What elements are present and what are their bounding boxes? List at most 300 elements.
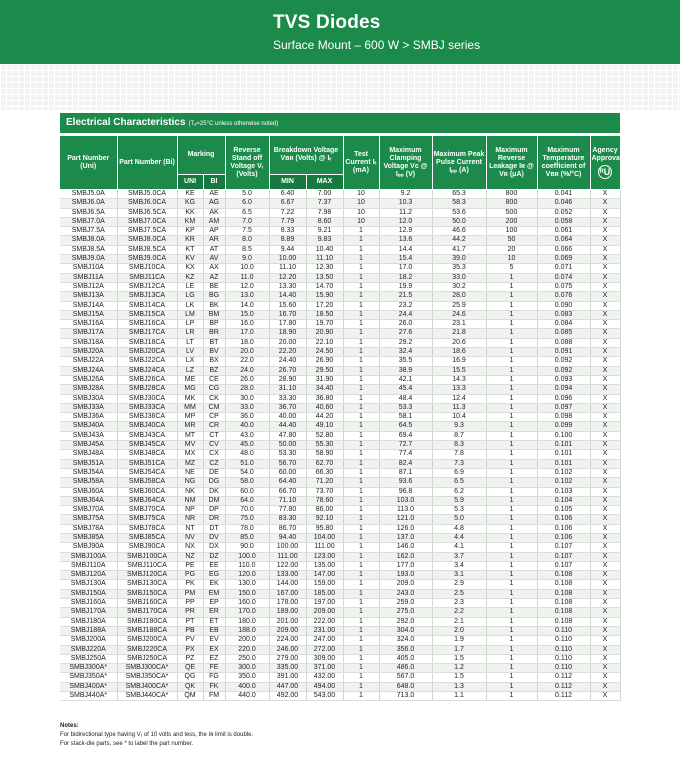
cell-marking-bi: AG bbox=[203, 199, 225, 208]
cell-agency-approval: X bbox=[590, 329, 620, 338]
cell-peak-pulse-current: 9.3 bbox=[432, 422, 486, 431]
cell-clamping-voltage: 21.5 bbox=[379, 292, 432, 301]
cell-agency-approval: X bbox=[590, 506, 620, 515]
header-clamping-voltage: Maximum Clamping Voltage Vᴄ @ Iₚₚ (V) bbox=[379, 136, 432, 190]
cell-marking-uni: KG bbox=[177, 199, 203, 208]
cell-test-current: 1 bbox=[343, 496, 379, 505]
cell-marking-bi: AR bbox=[203, 236, 225, 245]
cell-temp-coefficient: 0.107 bbox=[537, 561, 590, 570]
cell-marking-bi: CE bbox=[203, 375, 225, 384]
cell-vbr-min: 122.00 bbox=[269, 561, 306, 570]
cell-peak-pulse-current: 6.5 bbox=[432, 478, 486, 487]
cell-marking-uni: MT bbox=[177, 431, 203, 440]
cell-part-uni: SMBJ7.0A bbox=[60, 217, 117, 226]
cell-temp-coefficient: 0.064 bbox=[537, 236, 590, 245]
cell-marking-bi: EX bbox=[203, 645, 225, 654]
cell-vr: 17.0 bbox=[225, 329, 269, 338]
cell-marking-bi: EM bbox=[203, 589, 225, 598]
cell-clamping-voltage: 486.0 bbox=[379, 664, 432, 673]
cell-reverse-leakage: 1 bbox=[486, 645, 537, 654]
cell-test-current: 1 bbox=[343, 608, 379, 617]
cell-reverse-leakage: 1 bbox=[486, 664, 537, 673]
note-line-2: For stack-die parts, see * to label the part number. bbox=[60, 741, 194, 747]
cell-peak-pulse-current: 1.1 bbox=[432, 692, 486, 701]
table-row bbox=[60, 282, 620, 291]
cell-vr: 7.5 bbox=[225, 227, 269, 236]
cell-vbr-max: 8.60 bbox=[306, 217, 343, 226]
cell-vr: 51.0 bbox=[225, 459, 269, 468]
cell-reverse-leakage: 1 bbox=[486, 329, 537, 338]
cell-marking-bi: BV bbox=[203, 348, 225, 357]
cell-part-uni: SMBJ130A bbox=[60, 580, 117, 589]
cell-clamping-voltage: 77.4 bbox=[379, 450, 432, 459]
cell-marking-uni: PT bbox=[177, 617, 203, 626]
cell-agency-approval: X bbox=[590, 645, 620, 654]
cell-part-uni: SMBJ48A bbox=[60, 450, 117, 459]
cell-part-uni: SMBJ14A bbox=[60, 301, 117, 310]
cell-temp-coefficient: 0.108 bbox=[537, 599, 590, 608]
cell-agency-approval: X bbox=[590, 664, 620, 673]
cell-part-bi: SMBJ188CA bbox=[117, 626, 177, 635]
cell-agency-approval: X bbox=[590, 599, 620, 608]
cell-part-uni: SMBJ90A bbox=[60, 543, 117, 552]
cell-part-bi: SMBJ20CA bbox=[117, 348, 177, 357]
cell-part-uni: SMBJ9.0A bbox=[60, 255, 117, 264]
cell-marking-uni: MX bbox=[177, 450, 203, 459]
cell-vr: 13.0 bbox=[225, 292, 269, 301]
cell-vbr-min: 15.60 bbox=[269, 301, 306, 310]
cell-vbr-min: 20.00 bbox=[269, 338, 306, 347]
cell-marking-uni: NM bbox=[177, 496, 203, 505]
cell-peak-pulse-current: 16.9 bbox=[432, 357, 486, 366]
cell-vr: 7.0 bbox=[225, 217, 269, 226]
cell-vr: 30.0 bbox=[225, 394, 269, 403]
table-row bbox=[60, 589, 620, 598]
cell-part-bi: SMBJ11CA bbox=[117, 273, 177, 282]
table-row bbox=[60, 617, 620, 626]
cell-vbr-min: 7.79 bbox=[269, 217, 306, 226]
cell-clamping-voltage: 113.0 bbox=[379, 506, 432, 515]
cell-part-bi: SMBJ12CA bbox=[117, 282, 177, 291]
cell-peak-pulse-current: 4.1 bbox=[432, 543, 486, 552]
cell-vbr-max: 31.90 bbox=[306, 375, 343, 384]
cell-part-bi: SMBJ48CA bbox=[117, 450, 177, 459]
cell-peak-pulse-current: 6.9 bbox=[432, 468, 486, 477]
cell-temp-coefficient: 0.075 bbox=[537, 282, 590, 291]
cell-vr: 120.0 bbox=[225, 571, 269, 580]
cell-marking-uni: KE bbox=[177, 190, 203, 199]
cell-clamping-voltage: 35.5 bbox=[379, 357, 432, 366]
cell-test-current: 1 bbox=[343, 617, 379, 626]
cell-temp-coefficient: 0.091 bbox=[537, 348, 590, 357]
cell-clamping-voltage: 12.0 bbox=[379, 217, 432, 226]
cell-marking-uni: KR bbox=[177, 236, 203, 245]
cell-temp-coefficient: 0.101 bbox=[537, 441, 590, 450]
cell-part-uni: SMBJ7.5A bbox=[60, 227, 117, 236]
cell-vbr-min: 86.70 bbox=[269, 524, 306, 533]
cell-part-uni: SMBJ75A bbox=[60, 515, 117, 524]
cell-vbr-max: 111.00 bbox=[306, 543, 343, 552]
cell-vbr-max: 432.00 bbox=[306, 673, 343, 682]
cell-reverse-leakage: 1 bbox=[486, 561, 537, 570]
cell-temp-coefficient: 0.088 bbox=[537, 338, 590, 347]
table-row bbox=[60, 571, 620, 580]
cell-vbr-min: 7.22 bbox=[269, 208, 306, 217]
table-row bbox=[60, 552, 620, 561]
cell-marking-bi: BE bbox=[203, 282, 225, 291]
cell-test-current: 1 bbox=[343, 561, 379, 570]
cell-clamping-voltage: 9.2 bbox=[379, 190, 432, 199]
cell-marking-uni: PV bbox=[177, 636, 203, 645]
cell-marking-bi: CG bbox=[203, 385, 225, 394]
table-row bbox=[60, 320, 620, 329]
cell-clamping-voltage: 42.1 bbox=[379, 375, 432, 384]
cell-part-bi: SMBJ30CA bbox=[117, 394, 177, 403]
cell-marking-uni: LZ bbox=[177, 366, 203, 375]
cell-marking-uni: MM bbox=[177, 403, 203, 412]
cell-vbr-max: 222.00 bbox=[306, 617, 343, 626]
cell-vr: 85.0 bbox=[225, 533, 269, 542]
cell-vr: 200.0 bbox=[225, 636, 269, 645]
cell-agency-approval: X bbox=[590, 310, 620, 319]
cell-vbr-min: 6.67 bbox=[269, 199, 306, 208]
cell-marking-uni: QM bbox=[177, 692, 203, 701]
cell-peak-pulse-current: 5.9 bbox=[432, 496, 486, 505]
table-row bbox=[60, 264, 620, 273]
cell-vbr-max: 18.50 bbox=[306, 310, 343, 319]
cell-vbr-max: 62.70 bbox=[306, 459, 343, 468]
cell-test-current: 1 bbox=[343, 431, 379, 440]
header-breakdown-voltage: Breakdown Voltage Vʙʀ (Volts) @ Iₜ bbox=[269, 136, 343, 175]
cell-part-uni: SMBJ15A bbox=[60, 310, 117, 319]
cell-temp-coefficient: 0.106 bbox=[537, 524, 590, 533]
cell-peak-pulse-current: 6.2 bbox=[432, 487, 486, 496]
cell-vr: 110.0 bbox=[225, 561, 269, 570]
cell-marking-bi: DZ bbox=[203, 552, 225, 561]
cell-agency-approval: X bbox=[590, 292, 620, 301]
cell-test-current: 10 bbox=[343, 190, 379, 199]
cell-vbr-min: 77.80 bbox=[269, 506, 306, 515]
cell-temp-coefficient: 0.061 bbox=[537, 227, 590, 236]
cell-agency-approval: X bbox=[590, 320, 620, 329]
cell-test-current: 1 bbox=[343, 422, 379, 431]
cell-clamping-voltage: 259.0 bbox=[379, 599, 432, 608]
header-peak-pulse-current: Maximum Peak Pulse Current Iₚₚ (A) bbox=[432, 136, 486, 190]
table-row bbox=[60, 506, 620, 515]
cell-agency-approval: X bbox=[590, 394, 620, 403]
cell-marking-bi: BZ bbox=[203, 366, 225, 375]
cell-agency-approval: X bbox=[590, 431, 620, 440]
cell-vbr-max: 55.30 bbox=[306, 441, 343, 450]
cell-peak-pulse-current: 24.6 bbox=[432, 310, 486, 319]
page-subtitle: Surface Mount – 600 W > SMBJ series bbox=[273, 38, 481, 52]
cell-marking-uni: KP bbox=[177, 227, 203, 236]
cell-vr: 220.0 bbox=[225, 645, 269, 654]
cell-vbr-min: 11.10 bbox=[269, 264, 306, 273]
table-row bbox=[60, 599, 620, 608]
cell-agency-approval: X bbox=[590, 589, 620, 598]
cell-part-bi: SMBJ5.0CA bbox=[117, 190, 177, 199]
cell-temp-coefficient: 0.110 bbox=[537, 626, 590, 635]
cell-marking-uni: LK bbox=[177, 301, 203, 310]
cell-vbr-max: 309.00 bbox=[306, 654, 343, 663]
cell-test-current: 1 bbox=[343, 478, 379, 487]
cell-agency-approval: X bbox=[590, 403, 620, 412]
cell-part-uni: SMBJ54A bbox=[60, 468, 117, 477]
cell-vbr-max: 44.20 bbox=[306, 413, 343, 422]
cell-marking-bi: ER bbox=[203, 608, 225, 617]
cell-reverse-leakage: 1 bbox=[486, 552, 537, 561]
cell-part-uni: SMBJ200A bbox=[60, 636, 117, 645]
cell-part-bi: SMBJ18CA bbox=[117, 338, 177, 347]
cell-test-current: 1 bbox=[343, 357, 379, 366]
cell-agency-approval: X bbox=[590, 626, 620, 635]
cell-test-current: 1 bbox=[343, 348, 379, 357]
cell-temp-coefficient: 0.102 bbox=[537, 478, 590, 487]
cell-peak-pulse-current: 41.7 bbox=[432, 245, 486, 254]
cell-marking-uni: LG bbox=[177, 292, 203, 301]
cell-temp-coefficient: 0.105 bbox=[537, 506, 590, 515]
cell-temp-coefficient: 0.108 bbox=[537, 608, 590, 617]
cell-vbr-max: 52.80 bbox=[306, 431, 343, 440]
cell-test-current: 1 bbox=[343, 459, 379, 468]
cell-vbr-min: 83.30 bbox=[269, 515, 306, 524]
cell-temp-coefficient: 0.096 bbox=[537, 394, 590, 403]
table-row bbox=[60, 487, 620, 496]
cell-test-current: 1 bbox=[343, 264, 379, 273]
cell-reverse-leakage: 1 bbox=[486, 348, 537, 357]
cell-agency-approval: X bbox=[590, 255, 620, 264]
cell-reverse-leakage: 1 bbox=[486, 403, 537, 412]
table-row bbox=[60, 422, 620, 431]
cell-marking-bi: BG bbox=[203, 292, 225, 301]
cell-agency-approval: X bbox=[590, 301, 620, 310]
cell-marking-bi: DP bbox=[203, 506, 225, 515]
cell-temp-coefficient: 0.106 bbox=[537, 515, 590, 524]
cell-test-current: 1 bbox=[343, 552, 379, 561]
cell-test-current: 1 bbox=[343, 682, 379, 691]
cell-marking-uni: PR bbox=[177, 608, 203, 617]
section-condition: (Tₐ=25°C unless otherwise noted) bbox=[188, 121, 279, 127]
cell-marking-uni: MG bbox=[177, 385, 203, 394]
cell-agency-approval: X bbox=[590, 561, 620, 570]
cell-reverse-leakage: 50 bbox=[486, 236, 537, 245]
cell-marking-bi: FK bbox=[203, 682, 225, 691]
cell-marking-uni: PK bbox=[177, 580, 203, 589]
cell-temp-coefficient: 0.110 bbox=[537, 645, 590, 654]
cell-agency-approval: X bbox=[590, 515, 620, 524]
cell-clamping-voltage: 243.0 bbox=[379, 589, 432, 598]
cell-part-bi: SMBJ200CA bbox=[117, 636, 177, 645]
cell-test-current: 1 bbox=[343, 599, 379, 608]
cell-temp-coefficient: 0.110 bbox=[537, 636, 590, 645]
table-row bbox=[60, 329, 620, 338]
cell-part-bi: SMBJ250CA bbox=[117, 654, 177, 663]
cell-vbr-min: 12.20 bbox=[269, 273, 306, 282]
table-row bbox=[60, 255, 620, 264]
cell-agency-approval: X bbox=[590, 459, 620, 468]
cell-clamping-voltage: 356.0 bbox=[379, 645, 432, 654]
cell-temp-coefficient: 0.108 bbox=[537, 617, 590, 626]
table-row bbox=[60, 533, 620, 542]
cell-peak-pulse-current: 2.9 bbox=[432, 580, 486, 589]
cell-vbr-max: 104.00 bbox=[306, 533, 343, 542]
cell-vr: 40.0 bbox=[225, 422, 269, 431]
cell-reverse-leakage: 1 bbox=[486, 385, 537, 394]
cell-marking-uni: NZ bbox=[177, 552, 203, 561]
cell-vr: 440.0 bbox=[225, 692, 269, 701]
cell-vbr-max: 135.00 bbox=[306, 561, 343, 570]
cell-part-uni: SMBJ8.5A bbox=[60, 245, 117, 254]
cell-vr: 18.0 bbox=[225, 338, 269, 347]
cell-reverse-leakage: 1 bbox=[486, 282, 537, 291]
cell-temp-coefficient: 0.103 bbox=[537, 487, 590, 496]
cell-clamping-voltage: 405.0 bbox=[379, 654, 432, 663]
cell-peak-pulse-current: 1.9 bbox=[432, 636, 486, 645]
cell-vr: 160.0 bbox=[225, 599, 269, 608]
cell-part-uni: SMBJ58A bbox=[60, 478, 117, 487]
cell-marking-uni: MR bbox=[177, 422, 203, 431]
cell-part-bi: SMBJ14CA bbox=[117, 301, 177, 310]
cell-part-bi: SMBJ28CA bbox=[117, 385, 177, 394]
cell-peak-pulse-current: 5.0 bbox=[432, 515, 486, 524]
cell-peak-pulse-current: 35.3 bbox=[432, 264, 486, 273]
cell-clamping-voltage: 648.0 bbox=[379, 682, 432, 691]
cell-marking-uni: LR bbox=[177, 329, 203, 338]
cell-vbr-min: 94.40 bbox=[269, 533, 306, 542]
cell-marking-uni: NV bbox=[177, 533, 203, 542]
table-row bbox=[60, 450, 620, 459]
cell-test-current: 10 bbox=[343, 208, 379, 217]
cell-test-current: 1 bbox=[343, 636, 379, 645]
cell-agency-approval: X bbox=[590, 608, 620, 617]
cell-clamping-voltage: 93.6 bbox=[379, 478, 432, 487]
cell-vbr-min: 64.40 bbox=[269, 478, 306, 487]
cell-clamping-voltage: 24.4 bbox=[379, 310, 432, 319]
cell-vbr-min: 40.00 bbox=[269, 413, 306, 422]
cell-peak-pulse-current: 3.4 bbox=[432, 561, 486, 570]
cell-test-current: 1 bbox=[343, 654, 379, 663]
cell-reverse-leakage: 1 bbox=[486, 338, 537, 347]
cell-test-current: 1 bbox=[343, 273, 379, 282]
cell-peak-pulse-current: 12.4 bbox=[432, 394, 486, 403]
cell-test-current: 1 bbox=[343, 320, 379, 329]
table-row bbox=[60, 292, 620, 301]
cell-clamping-voltage: 17.0 bbox=[379, 264, 432, 273]
cell-part-uni: SMBJ250A bbox=[60, 654, 117, 663]
cell-vr: 10.0 bbox=[225, 264, 269, 273]
cell-agency-approval: X bbox=[590, 366, 620, 375]
cell-marking-uni: KT bbox=[177, 245, 203, 254]
cell-marking-bi: EZ bbox=[203, 654, 225, 663]
header-reverse-leakage: Maximum Reverse Leakage Iʀ @ Vʀ (μA) bbox=[486, 136, 537, 190]
cell-test-current: 1 bbox=[343, 450, 379, 459]
cell-part-uni: SMBJ13A bbox=[60, 292, 117, 301]
cell-test-current: 1 bbox=[343, 301, 379, 310]
cell-part-bi: SMBJ100CA bbox=[117, 552, 177, 561]
cell-vbr-min: 14.40 bbox=[269, 292, 306, 301]
cell-part-bi: SMBJ7.0CA bbox=[117, 217, 177, 226]
cell-agency-approval: X bbox=[590, 617, 620, 626]
cell-part-uni: SMBJ28A bbox=[60, 385, 117, 394]
cell-marking-uni: MK bbox=[177, 394, 203, 403]
cell-peak-pulse-current: 8.7 bbox=[432, 431, 486, 440]
cell-marking-bi: DT bbox=[203, 524, 225, 533]
cell-clamping-voltage: 29.2 bbox=[379, 338, 432, 347]
cell-marking-bi: BT bbox=[203, 338, 225, 347]
cell-reverse-leakage: 500 bbox=[486, 208, 537, 217]
header-temperature-coefficient: Maximum Temperature coefficient of Vʙʀ (%/°C) bbox=[537, 136, 590, 190]
cell-temp-coefficient: 0.094 bbox=[537, 385, 590, 394]
cell-peak-pulse-current: 20.6 bbox=[432, 338, 486, 347]
cell-reverse-leakage: 1 bbox=[486, 441, 537, 450]
cell-part-uni: SMBJ70A bbox=[60, 506, 117, 515]
cell-vbr-max: 24.50 bbox=[306, 348, 343, 357]
cell-part-bi: SMBJ64CA bbox=[117, 496, 177, 505]
cell-vbr-max: 272.00 bbox=[306, 645, 343, 654]
cell-vbr-max: 209.00 bbox=[306, 608, 343, 617]
cell-part-uni: SMBJ36A bbox=[60, 413, 117, 422]
cell-vbr-min: 391.00 bbox=[269, 673, 306, 682]
cell-part-uni: SMBJ188A bbox=[60, 626, 117, 635]
header-marking-bi: BI bbox=[203, 175, 225, 190]
cell-marking-bi: DM bbox=[203, 496, 225, 505]
cell-vr: 90.0 bbox=[225, 543, 269, 552]
cell-reverse-leakage: 1 bbox=[486, 292, 537, 301]
cell-temp-coefficient: 0.108 bbox=[537, 571, 590, 580]
cell-part-bi: SMBJ33CA bbox=[117, 403, 177, 412]
cell-vr: 6.0 bbox=[225, 199, 269, 208]
cell-agency-approval: X bbox=[590, 208, 620, 217]
cell-vr: 24.0 bbox=[225, 366, 269, 375]
table-row bbox=[60, 394, 620, 403]
cell-vr: 28.0 bbox=[225, 385, 269, 394]
cell-vbr-min: 60.00 bbox=[269, 468, 306, 477]
cell-agency-approval: X bbox=[590, 654, 620, 663]
cell-vr: 9.0 bbox=[225, 255, 269, 264]
cell-part-uni: SMBJ60A bbox=[60, 487, 117, 496]
cell-test-current: 1 bbox=[343, 524, 379, 533]
cell-temp-coefficient: 0.102 bbox=[537, 468, 590, 477]
cell-clamping-voltage: 19.9 bbox=[379, 282, 432, 291]
cell-agency-approval: X bbox=[590, 524, 620, 533]
cell-reverse-leakage: 1 bbox=[486, 580, 537, 589]
cell-temp-coefficient: 0.058 bbox=[537, 217, 590, 226]
cell-test-current: 1 bbox=[343, 692, 379, 701]
cell-part-uni: SMBJ8.0A bbox=[60, 236, 117, 245]
cell-marking-bi: AE bbox=[203, 190, 225, 199]
cell-agency-approval: X bbox=[590, 552, 620, 561]
cell-test-current: 1 bbox=[343, 329, 379, 338]
cell-reverse-leakage: 1 bbox=[486, 320, 537, 329]
cell-clamping-voltage: 58.1 bbox=[379, 413, 432, 422]
table-row bbox=[60, 682, 620, 691]
cell-vbr-min: 13.30 bbox=[269, 282, 306, 291]
cell-marking-bi: CP bbox=[203, 413, 225, 422]
table-row bbox=[60, 636, 620, 645]
cell-clamping-voltage: 162.0 bbox=[379, 552, 432, 561]
cell-marking-bi: DV bbox=[203, 533, 225, 542]
cell-part-uni: SMBJ100A bbox=[60, 552, 117, 561]
cell-vr: 11.0 bbox=[225, 273, 269, 282]
header-vbr-max: MAX bbox=[306, 175, 343, 190]
cell-vr: 180.0 bbox=[225, 617, 269, 626]
cell-marking-bi: CZ bbox=[203, 459, 225, 468]
cell-marking-uni: KK bbox=[177, 208, 203, 217]
cell-marking-uni: PX bbox=[177, 645, 203, 654]
table-row bbox=[60, 338, 620, 347]
table-row bbox=[60, 543, 620, 552]
